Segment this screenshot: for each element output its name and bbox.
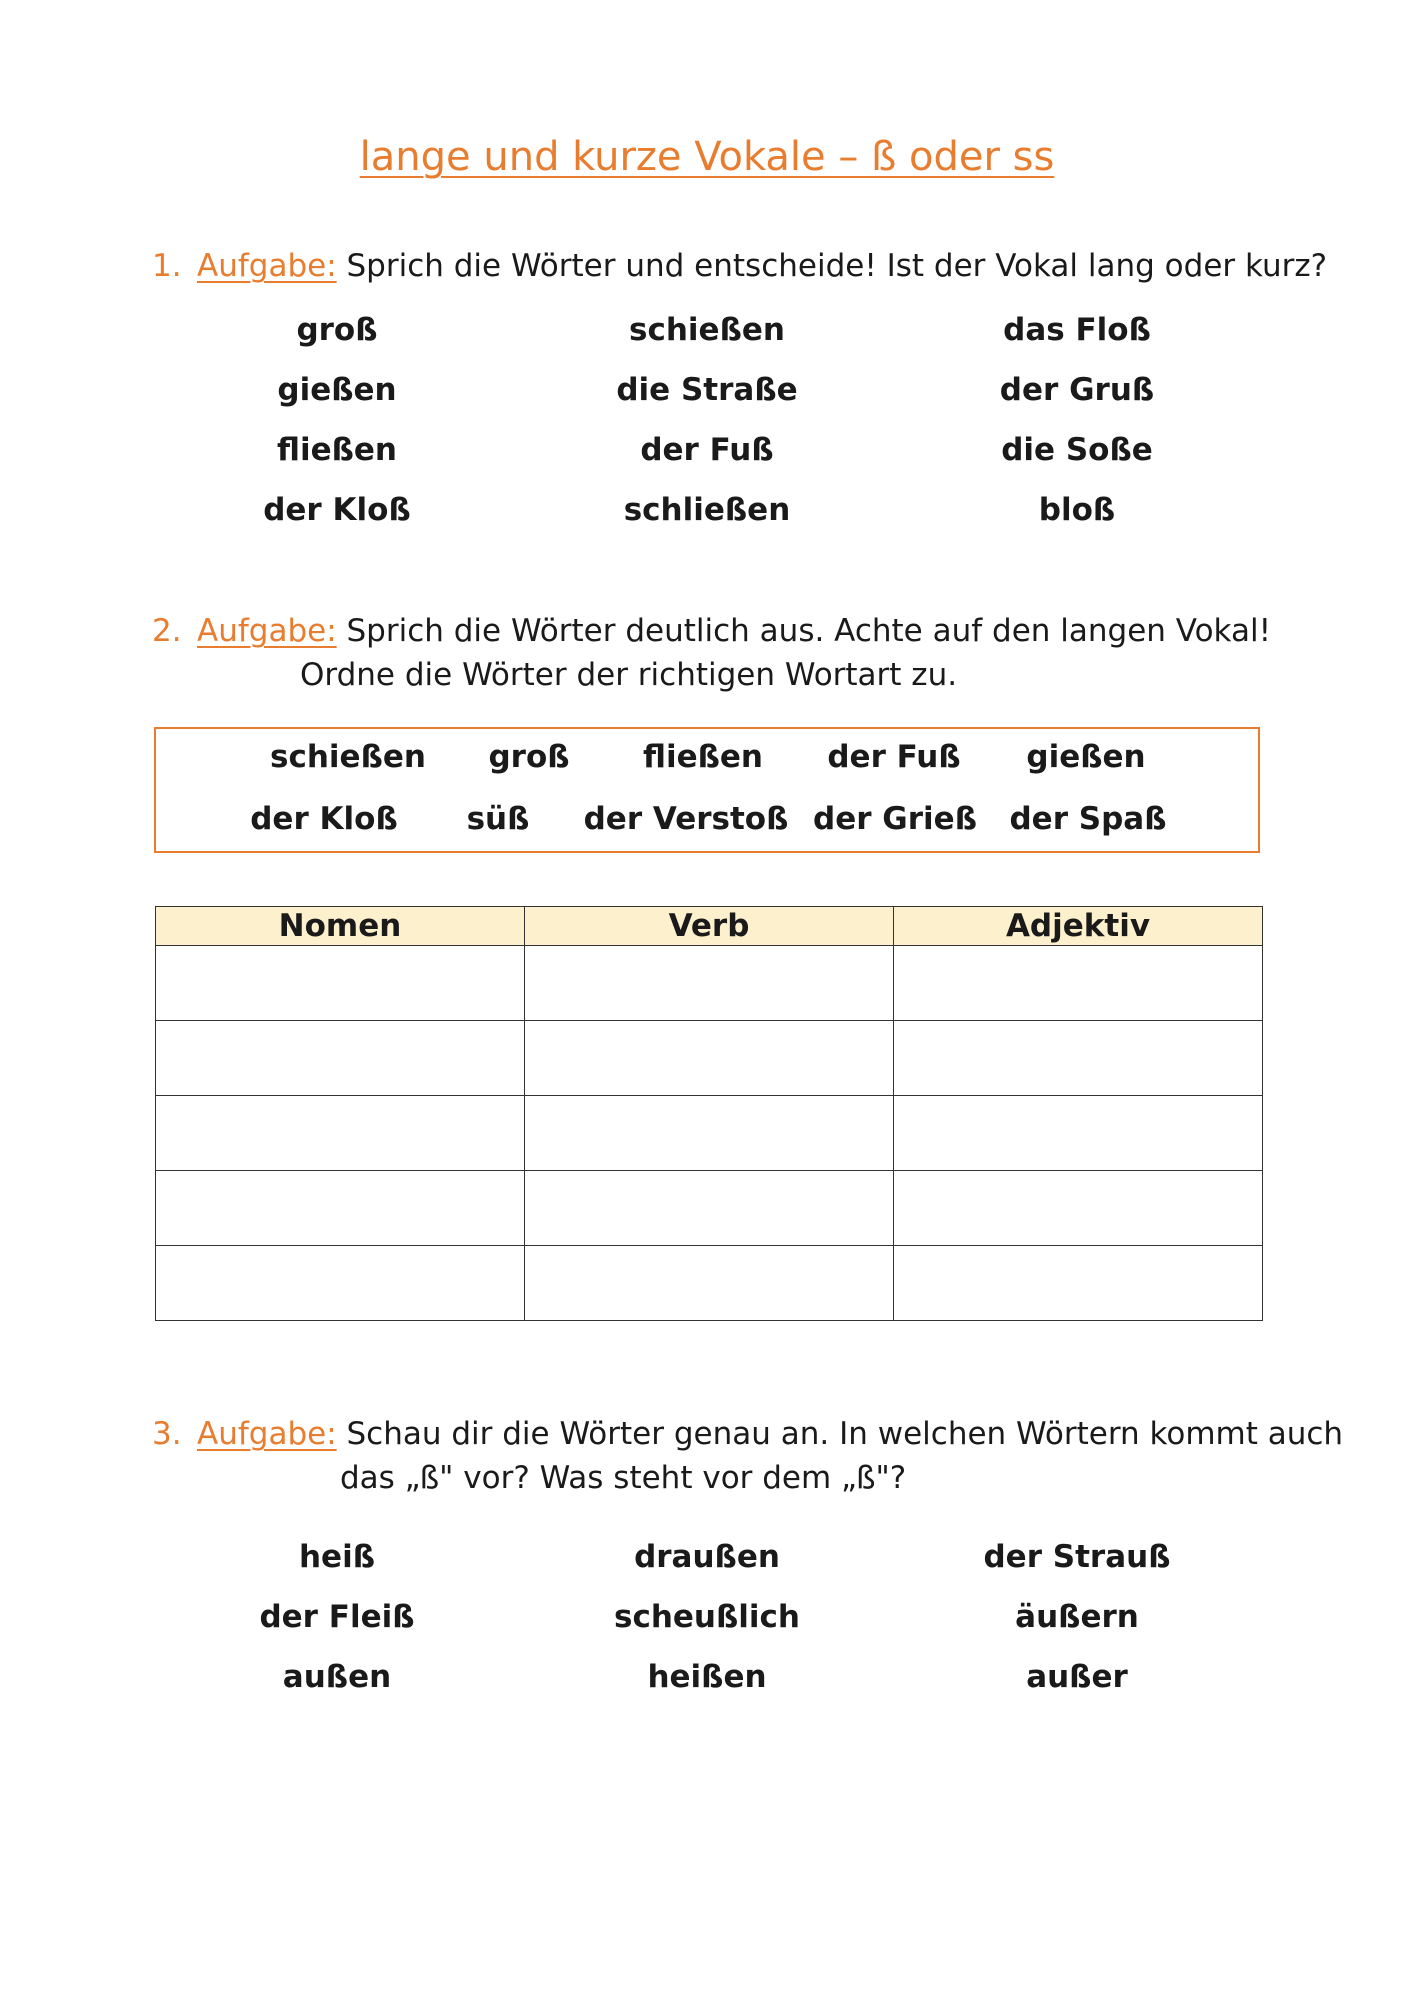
table-header-row [156, 907, 1263, 946]
word-box [154, 727, 1260, 853]
header-verb: Verb [525, 907, 894, 946]
task2-label: Aufgabe: [197, 613, 337, 649]
answer-cell[interactable] [156, 1171, 525, 1246]
word-item: der Gruß [999, 372, 1155, 408]
word-item: schießen [629, 312, 785, 348]
word-item: außer [1026, 1659, 1128, 1695]
answer-cell[interactable] [894, 946, 1263, 1021]
word-item: der Fuß [640, 432, 774, 468]
box-word: schießen [270, 739, 426, 775]
answer-cell[interactable] [156, 946, 525, 1021]
answer-cell[interactable] [525, 1171, 894, 1246]
box-word: der Verstoß [583, 801, 789, 837]
word-item: groß [296, 312, 378, 348]
word-item: das Floß [1003, 312, 1151, 348]
word-item: die Straße [616, 372, 798, 408]
task1-instruction: Sprich die Wörter und entscheide! Ist der Vokal lang oder kurz? [346, 248, 1328, 284]
box-word: groß [488, 739, 570, 775]
box-word: der Spaß [1009, 801, 1167, 837]
table-row [156, 1096, 1263, 1171]
task2-heading [152, 609, 1271, 653]
word-item: äußern [1015, 1599, 1139, 1635]
header-nomen: Nomen [156, 907, 525, 946]
word-item: schließen [623, 492, 791, 528]
task2-number: 2. [152, 613, 182, 649]
task1-word-grid [152, 300, 1262, 540]
answer-cell[interactable] [525, 1246, 894, 1321]
task3-number: 3. [152, 1416, 182, 1452]
word-item: heiß [298, 1539, 376, 1575]
box-word: der Grieß [813, 801, 977, 837]
table-row [156, 1246, 1263, 1321]
box-word: der Kloß [250, 801, 398, 837]
answer-cell[interactable] [525, 1021, 894, 1096]
box-word: süß [466, 801, 530, 837]
answer-cell[interactable] [525, 1096, 894, 1171]
task3-heading [152, 1412, 1343, 1456]
task2-instruction: Sprich die Wörter deutlich aus. Achte auf den langen Vokal! [346, 613, 1271, 649]
word-item: der Strauß [983, 1539, 1171, 1575]
answer-cell[interactable] [156, 1021, 525, 1096]
task3-instruction: Schau dir die Wörter genau an. In welchen Wörtern kommt auch [346, 1416, 1344, 1452]
word-item: heißen [647, 1659, 767, 1695]
sorting-table [155, 906, 1263, 1321]
word-item: draußen [634, 1539, 780, 1575]
task3-instruction-line2: das „ß" vor? Was steht vor dem „ß"? [340, 1460, 907, 1496]
word-item: die Soße [1001, 432, 1153, 468]
task1-number: 1. [152, 248, 182, 284]
word-item: scheußlich [614, 1599, 800, 1635]
answer-cell[interactable] [525, 946, 894, 1021]
answer-cell[interactable] [156, 1246, 525, 1321]
task3-label: Aufgabe: [197, 1416, 337, 1452]
header-adjektiv: Adjektiv [894, 907, 1263, 946]
table-row [156, 946, 1263, 1021]
word-item: gießen [277, 372, 397, 408]
answer-cell[interactable] [156, 1096, 525, 1171]
box-word: gießen [1026, 739, 1146, 775]
table-row [156, 1171, 1263, 1246]
word-item: bloß [1038, 492, 1116, 528]
word-item: außen [282, 1659, 392, 1695]
box-word: der Fuß [827, 739, 961, 775]
word-item: der Kloß [263, 492, 411, 528]
answer-cell[interactable] [894, 1021, 1263, 1096]
answer-cell[interactable] [894, 1096, 1263, 1171]
task3-word-grid [152, 1527, 1262, 1707]
word-item: fließen [276, 432, 398, 468]
table-row [156, 1021, 1263, 1096]
answer-cell[interactable] [894, 1246, 1263, 1321]
answer-cell[interactable] [894, 1171, 1263, 1246]
task1-label: Aufgabe: [197, 248, 337, 284]
task1-heading [152, 244, 1327, 288]
word-item: der Fleiß [259, 1599, 415, 1635]
task2-instruction-line2: Ordne die Wörter der richtigen Wortart zu. [300, 657, 958, 693]
box-word: fließen [642, 739, 764, 775]
page-title: lange und kurze Vokale – ß oder ss [359, 134, 1055, 180]
